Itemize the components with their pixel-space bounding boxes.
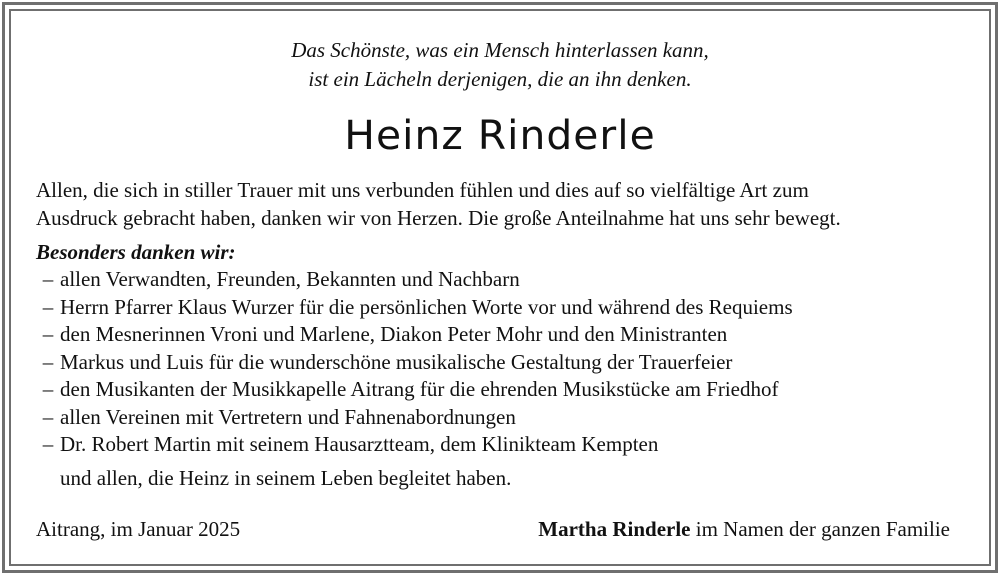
intro-line-2: Ausdruck gebracht haben, danken wir von Herzen. Die große Anteilnahme hat uns sehr bewegt. [36, 206, 841, 230]
signature-name: Martha Rinderle [538, 517, 691, 541]
dash-bullet: – [42, 294, 54, 319]
signature-suffix: im Namen der ganzen Familie [690, 517, 950, 541]
list-item-text: Dr. Robert Martin mit seinem Hausarztteam, dem Klinikteam Kempten [60, 432, 659, 456]
dash-bullet: – [42, 267, 54, 291]
motto-quote [0, 36, 1000, 94]
deceased-name: Heinz Rinderle [344, 113, 656, 159]
list-item-text: Markus und Luis für die wunderschöne musikalische Gestaltung der Trauerfeier [60, 349, 733, 374]
thanks-list [36, 266, 793, 459]
list-item-text: den Musikanten der Musikkapelle Aitrang für die ehrenden Musikstücke am Friedhof [60, 377, 779, 401]
list-item [36, 376, 793, 404]
motto-line-1: Das Schönste, was ein Mensch hinterlassen kann, [291, 38, 709, 62]
list-item-text: Herrn Pfarrer Klaus Wurzer für die persönlichen Worte vor und während des Requiems [60, 294, 793, 319]
list-item [36, 349, 793, 377]
list-item [36, 404, 793, 432]
list-item [36, 431, 793, 459]
list-item [36, 266, 793, 294]
place-date: Aitrang, im Januar 2025 [36, 517, 241, 541]
list-item-text: den Mesnerinnen Vroni und Marlene, Diakon Peter Mohr und den Ministranten [60, 322, 728, 346]
list-item [36, 321, 793, 349]
list-item-text: allen Verwandten, Freunden, Bekannten und Nachbarn [60, 267, 520, 291]
signature [538, 516, 950, 543]
dash-bullet: – [42, 322, 54, 346]
dash-bullet: – [42, 377, 54, 401]
dash-bullet: – [42, 404, 54, 429]
list-item [36, 294, 793, 322]
thanks-closing-line: und allen, die Heinz in seinem Leben begleitet haben. [60, 466, 512, 490]
intro-paragraph [36, 176, 966, 232]
dash-bullet: – [42, 349, 54, 374]
motto-line-2: ist ein Lächeln derjenigen, die an ihn denken. [308, 67, 692, 91]
dash-bullet: – [42, 432, 54, 456]
thanks-heading: Besonders danken wir: [36, 240, 236, 264]
list-item-text: allen Vereinen mit Vertretern und Fahnenabordnungen [60, 404, 516, 429]
intro-line-1: Allen, die sich in stiller Trauer mit uns verbunden fühlen und dies auf so vielfältige Art zum [36, 178, 809, 202]
